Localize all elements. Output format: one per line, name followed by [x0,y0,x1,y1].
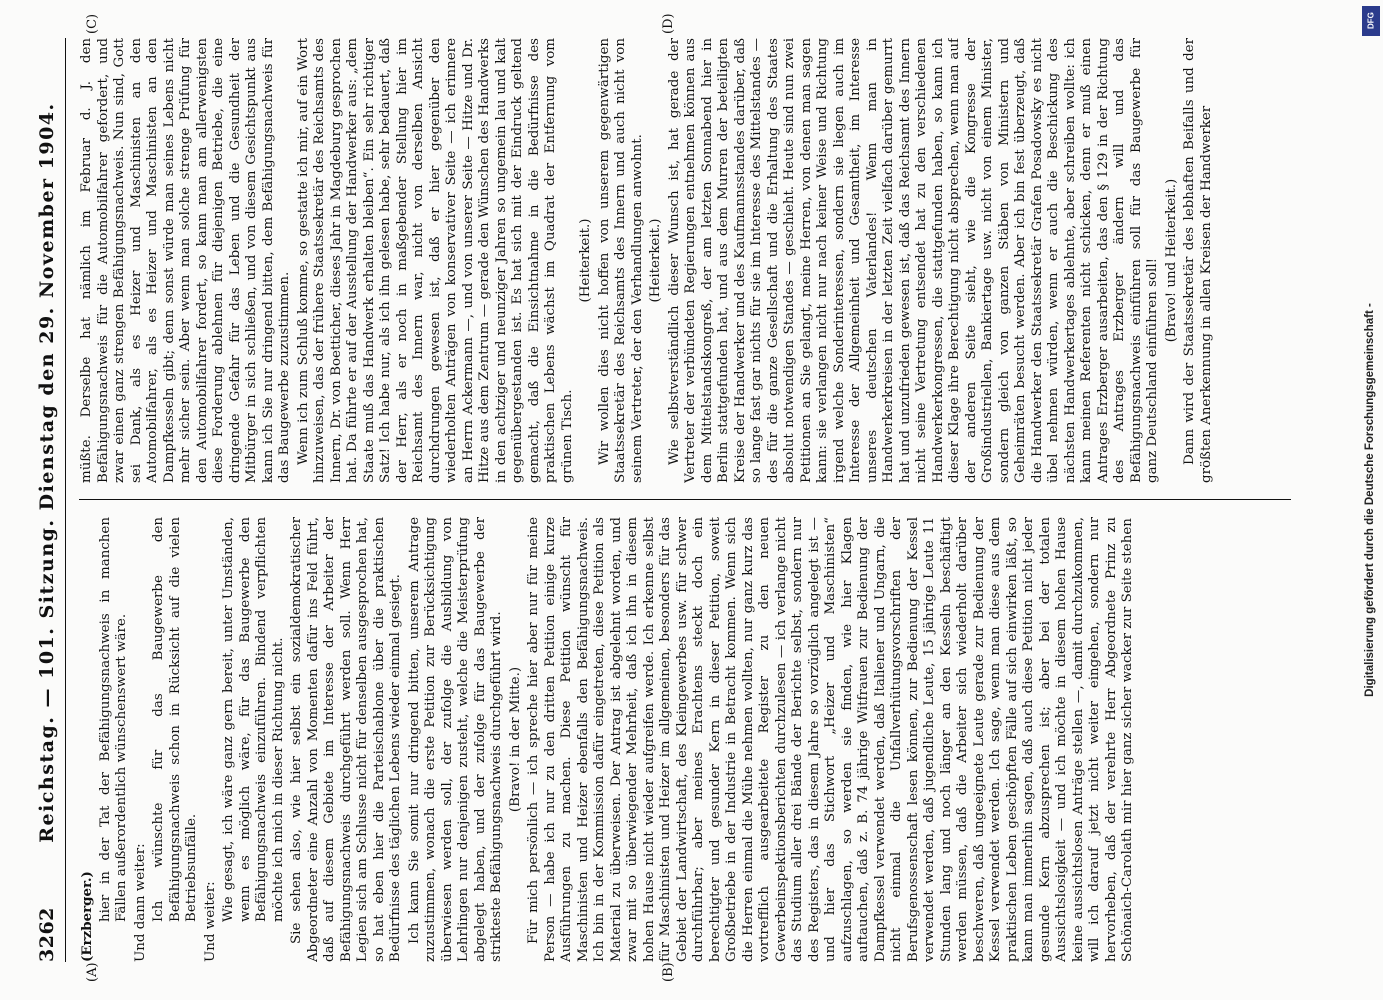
paragraph: Wie gesagt, ich wäre ganz gern bereit, unter Umständen, wenn es möglich wäre, für das Baugewerbe den Befähigungsnachweis einzuführen. Bindend verpflichten möchte ich mich in dieser Richtung nicht. [221,517,286,922]
paragraph: Wenn ich zum Schluß komme, so gestatte ich mir, auf ein Wort hinzuweisen, das der frühere Staatssekretär des Reichsamts des Innern, Dr. von Boetticher, dieses Jahr in Magdeburg gesprochen hat. Da führte er auf der Ausstellung der Handwerker aus: „dem Staate muß das Handwerk erhalten bleiben“. Ein sehr richtiger Satz! Ich habe nur, als ich ihn gelesen habe, sehr bedauert, daß der Herr, als er noch in maßgebender Stellung hier im Reichsamt des Innern war, nicht von derselben Ansicht durchdrungen gewesen ist, daß er hier gegenüber den wiederholten Anträgen von konservativer Seite — ich erinnere an Herrn Ackermann —, und von unserer Seite — Hitze und Dr. Hitze aus dem Zentrum — gerade den Wünschen des Handwerks in den achtziger und neunziger Jahren so ungemein lau und kalt gegenübergestanden ist. Es hat sich mit der Eindruck geltend gemacht, daß die Einsichtnahme in die Bedürfnisse des praktischen Lebens wächst im Quadrat der Entfernung vom grünen Tisch. [295,38,575,483]
paragraph: müßte. Derselbe hat nämlich im Februar d. J. den Befähigungsnachweis für die Automobilfahrer gefordert, und zwar einen ganz strengen Befähigungsnachweis. Nun sind, Gott sei Dank, als es Heizer und Maschinisten an den Automobilfahrer, als es Heizer und Maschinisten an den Dampfkesseln gibt; denn sonst würde man seines Lebens nicht mehr sicher sein. Aber wenn man solche strenge Prüfung für den Automobilfahrer fordert, so kann man am allerwenigsten diese Forderung ablehnen für diejenigen Betriebe, die eine dringende Gefahr für das Leben und die Gesundheit der Mitbürger in sich schließen, und von diesem Gesichtspunkt aus kann ich Sie nur dringend bitten, dem Befähigungsnachweis für das Baugewerbe zuzustimmen. [79,38,292,483]
paragraph: Wie selbstverständlich dieser Wunsch ist, hat gerade der Vertreter der verbündeten Regierungen entnehmen können aus dem Mittelstandskongreß, der am letzten Sonnabend hier in Berlin stattgefunden hat, und aus dem Murren der beteiligten Kreise der Handwerker und des Kaufmannsstandes darüber, daß so lange fast gar nichts für sie im Interesse des Mittelstandes — des für die ganze Gesellschaft und die Erhaltung des Staates absolut notwendigen Standes — geschieht. Heute sind nun zwei Petitionen an Sie gelangt, meine Herren, von denen man sagen kann: sie verlangen nicht nur nach keiner Weise und Richtung irgend welche Sonderinteressen, sondern sie liegen auch im Interesse der Allgemeinheit und Gesamtheit, im Interesse unseres deutschen Vaterlandes! Wenn man in Handwerkerkreisen in der letzten Zeit vielfach darüber gemurrt hat und unzufrieden gewesen ist, daß das Reichsamt des Innern nicht seine Vertretung entsendet hat zu den verschiedenen Handwerkerkongressen, die stattgefunden haben, so kann ich dieser Klage ihre Berechtigung nicht absprechen, wenn man auf der anderen Seite sieht, wie die Kongresse der Großindustriellen, Bankiertage usw. nicht von einem Minister, sondern gleich von ganzen Stäben von Ministern und Geheimräten besucht werden. Aber ich bin fest überzeugt, daß die Handwerker den Staatssekretär Grafen Posadowsky es nicht übel nehmen würden, wenn er auch die Beschickung des nächsten Handwerkertages ablehnte, aber schreiben wollte: ich kann meinen Referenten nicht schicken, denn er muß einen Antrages Erzberger ausarbeiten, das den § 129 in der Richtung des Antrages Erzberger ändern will und das Befähigungsnachweis einführen soll für das Baugewerbe für ganz Deutschland einführen soll! [666,38,1160,483]
margin-marker-a: (A) [85,962,100,982]
speaker-name: (Erzberger.) [79,871,95,962]
column-divider [79,499,1291,500]
paragraph: Wir wollen dies nicht hoffen von unserem gegenwärtigen Staatssekretär des Reichsamts des Innern und auch nicht von seinem Vertreter, der den Verhandlungen anwohnt. [596,38,645,483]
paragraph: hier in der Tat der Befähigungsnachweis in manchen Fällen außerordentlich wünschenswert wäre. [97,517,129,922]
right-text-column [79,38,1291,483]
page-header [29,38,66,962]
paragraph: Und weiter: [202,881,218,962]
left-text-column [79,517,1291,962]
digitization-strip [1359,0,1381,1000]
interjection: (Bravo! in der Mitte.) [507,666,523,813]
paragraph: Sie sehen also, wie hier selbst ein sozialdemokratischer Abgeordneter eine Anzahl von Momenten dafür ins Feld führt, daß auf diesem Gebiete im Interesse der Arbeiter der Befähigungsnachweis durchgeführt werden soll. Wenn Herr Legien sich am Schlusse nicht für denselben ausgesprochen hat, so hat eben hier die Parteischablone über die praktischen Bedürfnisse des täglichen Lebens wieder einmal gesiegt. [289,517,403,962]
margin-marker-c: (C) [85,13,100,34]
paragraph: Ich wünschte für das Baugewerbe den Befähigungsnachweis schon in Rücksicht auf die vielen Betriebsunfälle. [151,517,199,922]
paragraph: Und dann weiter: [132,843,148,962]
margin-marker-d: (D) [661,13,676,34]
paragraph: Für mich persönlich — ich spreche hier aber nur für meine Person — habe ich nur zu den dritten Petition einige kurze Ausführungen zu machen. Diese Petition wünscht für Maschinisten und Heizer ebenfalls den Befähigungsnachweis. Ich bin in der Kommission dafür eingetreten, diese Petition als Material zu überweisen. Der Antrag ist abgelehnt worden, und zwar mit so überwiegender Mehrheit, daß ich ihn in diesem hohen Hause nicht wieder aufgreifen werde. Ich erkenne selbst für Maschinisten und Heizer im allgemeinen, besonders für das Gebiet der Landwirtschaft, des Kleingewerbes usw. für schwer durchführbar; aber meines Erachtens steckt doch ein berechtigter und gesunder Kern in dieser Petition, soweit Großbetriebe in der Industrie in Betracht kommen. Wenn sich die Herren einmal die Mühe nehmen wollten, nur ganz kurz das vortrefflich ausgearbeitete Register zu den neuen Gewerbeinspektionsberichten durchzulesen — ich verlange nicht das Studium aller drei Bände der Berichte selbst, sondern nur des Registers, das in diesem Jahre so vorzüglich angelegt ist — und hier das Stichwort „Heizer und Maschinisten“ aufzuschlagen, so werden sie finden, wie hier Klagen auftauchen, daß z. B. 74 jährige Witfrauen zur Bedienung der Dampfkessel verwendet werden, daß Italiener und Ungarn, die nicht einmal die Unfallverhütungsvorschriften der Berufsgenossenschaft lesen können, zur Bedienung der Kessel verwendet werden, daß jugendliche Leute, 15 jährige Leute 11 Stunden lang und noch länger an den Kesseln beschäftigt werden müssen, daß die Arbeiter sich wiederholt darüber beschweren, daß ungeeignete Leute gerade zur Bedienung der Kessel verwendet werden. Ich sage, wenn man diese aus dem praktischen Leben geschöpften Fälle auf sich einwirken läßt, so kann man immerhin sagen, daß auch diese Petition nicht jeder gesunde Kern abzusprechen ist; aber bei der totalen Aussichtslosigkeit — und ich möchte in diesem hohen Hause keine aussichtslosen Anträge stellen —, damit durchzukommen, will ich darauf jetzt nicht weiter eingehen, sondern nur hervorheben, daß der verehrte Herr Abgeordnete Prinz zu Schönaich-Carolath mir hier ganz sicher wacker zur Seite stehen [526,517,1135,962]
interjection: (Bravo! und Heiterkeit.) [1163,178,1179,343]
digitization-notice: Digitalisierung gefördert durch die Deutsche Forschungsgemeinschaft - [1364,303,1376,697]
paragraph: Dann wird der Staatssekretär des lebhaften Beifalls und der größten Anerkennung in allen Kreisen der Handwerker [1182,38,1214,483]
page-number: 3262 [36,907,58,962]
paragraph: Ich kann Sie somit nur dringend bitten, unserem Antrage zuzustimmen, wonach die erste Petition zur Berücksichtigung überwiesen werden soll, der zufolge die Ausbildung von Lehrlingen nur denjenigen zusteht, welche die Meisterprüfung abgelegt haben, und der zufolge für das Baugewerbe der strikteste Befähigungsnachweis durchgeführt wird. [406,517,504,962]
interjection: (Heiterkeit.) [578,218,593,303]
margin-marker-b: (B) [661,962,676,982]
interjection: (Heiterkeit.) [648,218,663,303]
rotated-scanned-sheet [21,13,1301,982]
session-title: Reichstag. — 101. Sitzung. Dienstag den 29. November 1904. [36,102,58,843]
dfg-logo: DFG [1362,6,1380,36]
